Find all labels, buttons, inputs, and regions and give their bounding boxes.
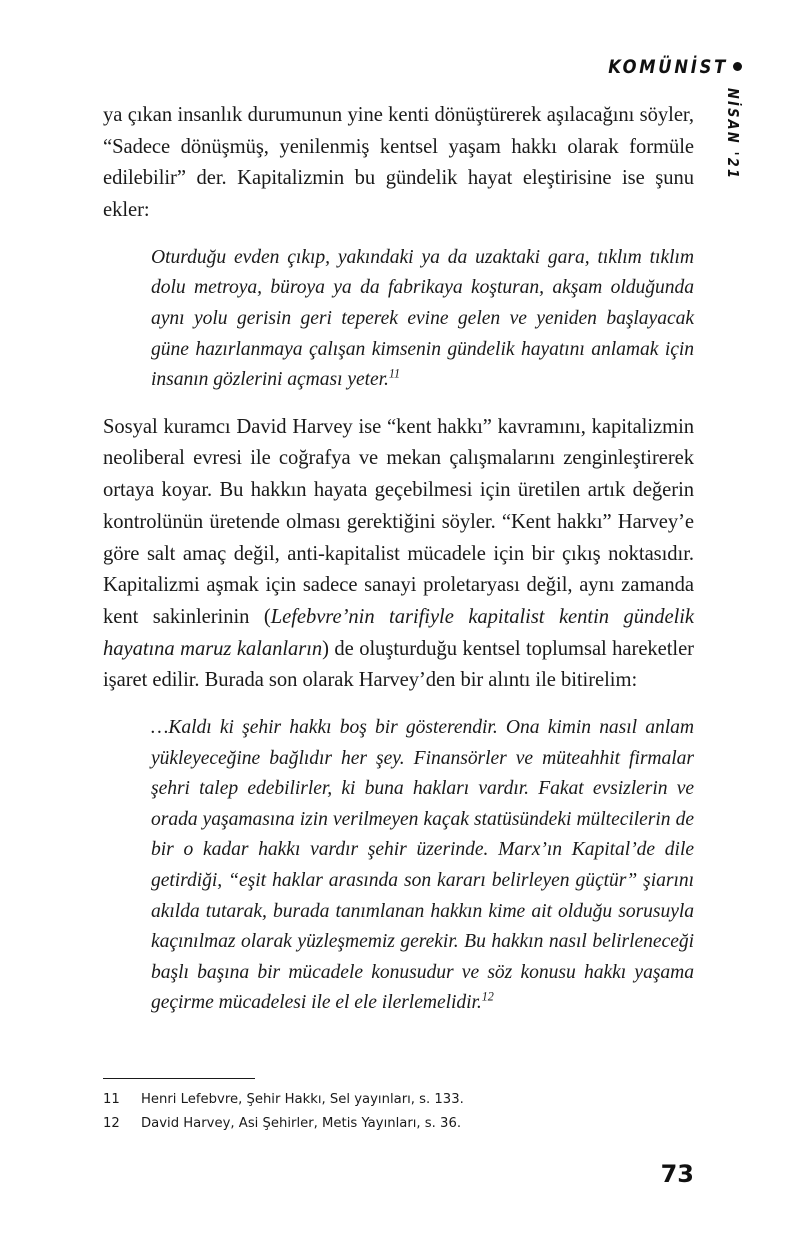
- paragraph-harvey: [103, 412, 694, 697]
- footnote-text: David Harvey, Asi Şehirler, Metis Yayınları, s. 36.: [141, 1116, 462, 1132]
- issue-date-label: NİSAN '21: [724, 88, 742, 181]
- page-number: 73: [660, 1160, 694, 1188]
- footnotes-section: [103, 1078, 694, 1136]
- blockquote-lefebvre-text: [151, 243, 694, 396]
- running-head-bullet-icon: [733, 62, 742, 71]
- page-content: [103, 100, 694, 1019]
- blockquote-harvey-body: …Kaldı ki şehir hakkı boş bir gösterendir. Ona kimin nasıl anlam yükleyeceğine bağlıdır her şey. Finansörler ve müteahhit firmalar şehri talep edebilirler, ki buna hakları vardır. Fakat evsizlerin ve orada yaşamasına izin verilmeyen kaçak statüsündeki mültecilerin de bir o kadar hakkı vardır şehir üzerinde. Marx’ın Kapital’de dile getirdiği, “eşit haklar arasında son kararı belirleyen güçtür” şiarını akılda tutarak, burada tanımlanan hakkın kime ait olduğu sorusuyla kaçınılmaz olarak yüzleşmemiz gerekir. Bu hakkın nasıl belirleneceği başlı başına bir mücadele konusudur ve söz konusu hakkı yaşama geçirme mücadelesi ile el ele ilerlemelidir.: [151, 717, 694, 1014]
- blockquote-harvey-text: [151, 713, 694, 1019]
- footnote-separator-rule: [103, 1078, 255, 1079]
- footnote-item: [103, 1088, 694, 1112]
- footnote-number: 11: [103, 1092, 120, 1108]
- blockquote-harvey: [151, 713, 694, 1019]
- footnote-marker-12[interactable]: 12: [481, 989, 494, 1004]
- paragraph-continuation: ya çıkan insanlık durumunun yine kenti dönüştürerek aşılacağını söyler, “Sadece dönüşmüş, yenilenmiş kentsel yaşam hakkı olarak formüle edilebilir” der. Kapitalizmin bu gündelik hayat eleştirisine ise şunu ekler:: [103, 104, 694, 222]
- paragraph-harvey-part-1: Sosyal kuramcı David Harvey ise “kent hakkı” kavramını, kapitalizmin neoliberal evresi ile coğrafya ve mekan çalışmalarını zenginleştirerek ortaya koyar. Bu hakkın hayata geçebilmesi için üretilen artık değerin kontrolünün üretende olması gerektiğini söyler. “Kent hakkı” Harvey’e göre salt amaç değil, anti-kapitalist mücadele için bir çıkış noktasıdır. Kapitalizmi aşmak için sadece sanayi proletaryası değil, aynı zamanda kent sakinlerinin (: [103, 415, 694, 628]
- paragraph-harvey-part-2: ) de oluşturduğu kentsel toplumsal hareketler işaret edilir. Burada son olarak Harvey’den bir alıntı ile bitirelim:: [103, 637, 694, 692]
- issue-date-vertical: [716, 88, 756, 208]
- running-head-title: KOMÜNİST: [608, 56, 728, 78]
- footnote-item: [103, 1112, 694, 1136]
- footnote-marker-11[interactable]: 11: [388, 366, 401, 381]
- footnote-number: 12: [103, 1116, 120, 1132]
- paragraph-harvey-italic-aside: Lefebvre’nin tarifiyle kapitalist kentin gündelik hayatına maruz kalanların: [103, 606, 695, 660]
- blockquote-lefebvre-body: Oturduğu evden çıkıp, yakındaki ya da uzaktaki gara, tıklım tıklım dolu metroya, büroya ya da fabrikaya koşturan, akşam olduğunda aynı yolu gerisin geri teperek evine gelen ve yeniden başlayacak güne hazırlanmaya çalışan kimsenin gündelik hayatını anlamak için insanın gözlerini açması yeter.: [151, 246, 694, 391]
- blockquote-lefebvre: [151, 243, 694, 396]
- footnote-text: Henri Lefebvre, Şehir Hakkı, Sel yayınları, s. 133.: [141, 1092, 464, 1108]
